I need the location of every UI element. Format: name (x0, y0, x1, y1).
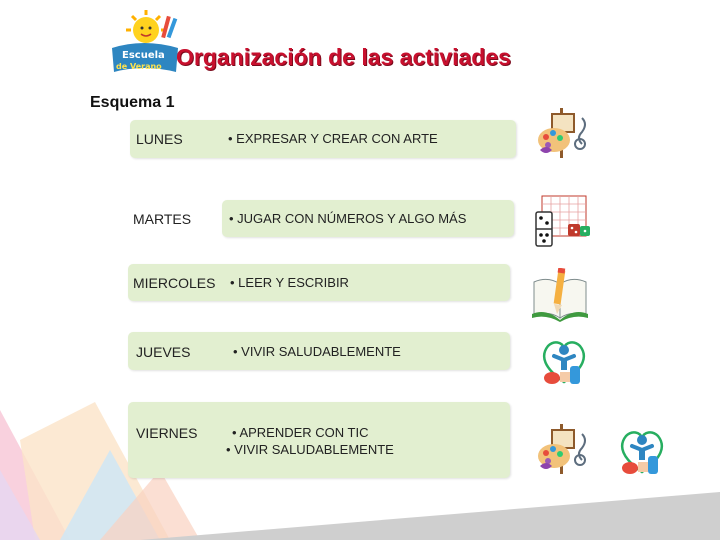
dice-domino-icon (532, 192, 594, 250)
day-label-martes: MARTES (133, 211, 192, 227)
activity-martes-1: • JUGAR CON NÚMEROS Y ALGO MÁS (229, 211, 467, 226)
logo-text-escuela: Escuela (122, 50, 165, 61)
sun-icon (126, 10, 166, 43)
healthy-child-icon (540, 336, 588, 388)
activity-viernes-2: • VIVIR SALUDABLEMENTE (226, 442, 394, 457)
activity-miercoles-1: • LEER Y ESCRIBIR (230, 275, 349, 290)
slide-subtitle: Esquema 1 (90, 94, 175, 111)
day-label-viernes: VIERNES (136, 425, 198, 441)
healthy-child-icon (618, 426, 666, 478)
slide-title: Organización de las activiades (176, 44, 511, 70)
art-palette-icon (532, 104, 592, 162)
day-label-jueves: JUEVES (136, 344, 191, 360)
art-palette-icon (532, 420, 592, 478)
day-label-miercoles: MIERCOLES (133, 275, 216, 291)
escuela-de-verano-logo (106, 8, 182, 76)
logo-text-de-verano: de Verano (116, 62, 162, 71)
book-pencil-icon (530, 268, 590, 322)
activity-viernes-1: • APRENDER CON TIC (232, 425, 369, 440)
activity-lunes-1: • EXPRESAR Y CREAR CON ARTE (228, 131, 438, 146)
day-label-lunes: LUNES (136, 131, 183, 147)
activity-jueves-1: • VIVIR SALUDABLEMENTE (233, 344, 401, 359)
